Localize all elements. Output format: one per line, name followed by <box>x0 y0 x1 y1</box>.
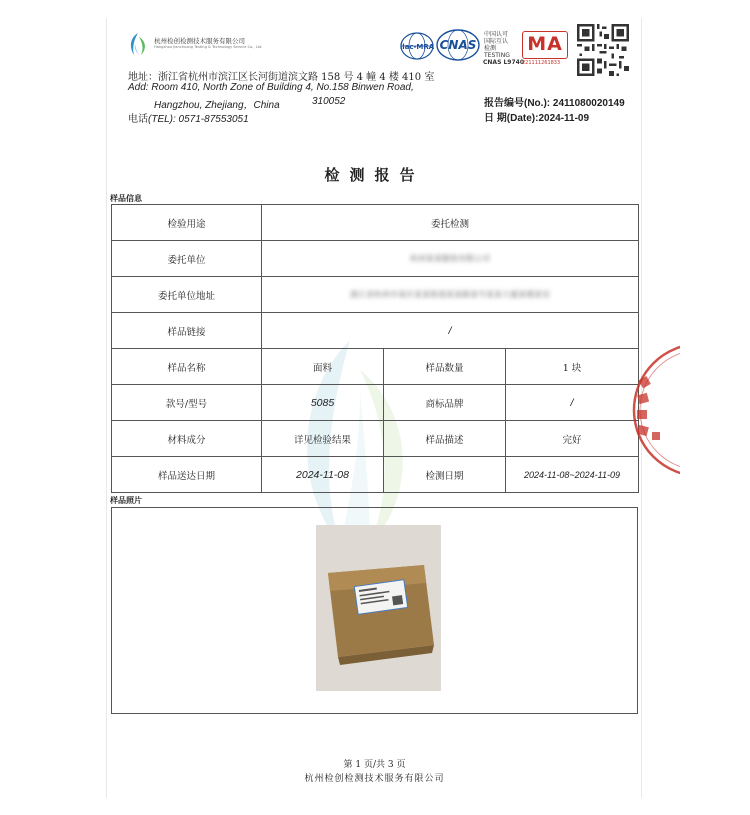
report-page <box>108 18 641 798</box>
tel-label: 电话 <box>128 114 148 125</box>
cnas-label: CNAS <box>439 38 477 52</box>
telephone <box>128 110 249 125</box>
cma-code: 221111261833 <box>522 60 561 66</box>
client-value-cell <box>262 241 639 277</box>
page-number: 第 1 页/共 3 页 <box>343 760 406 770</box>
table-row <box>112 241 639 277</box>
section-sample-info: 样品信息 <box>110 193 142 203</box>
link-label: 样品链接 <box>112 313 262 349</box>
client-label: 委托单位 <box>112 241 262 277</box>
table-row <box>112 205 639 241</box>
model-value: 5085 <box>262 385 384 421</box>
purpose-label: 检验用途 <box>112 205 262 241</box>
cnas-cn-text <box>484 31 510 59</box>
sample-info-table <box>111 204 639 493</box>
cnas-line-3: 检测 <box>484 45 497 52</box>
address-cn: 地址：浙江省杭州市滨江区长河街道滨文路 158 号 4 幢 4 楼 410 室 <box>128 72 435 83</box>
brand-value: / <box>506 385 639 421</box>
sample-name-label: 样品名称 <box>112 349 262 385</box>
address-en-line1: Add: Room 410, North Zone of Building 4, No.158 Binwen Road, <box>128 82 414 93</box>
material-value: 详见检验结果 <box>262 421 384 457</box>
report-title: 检测报告 <box>324 166 425 184</box>
address-en-line2 <box>154 96 346 111</box>
report-number: 报告编号(No.): 2411080020149 <box>484 98 625 109</box>
received-date-label: 样品送达日期 <box>112 457 262 493</box>
table-row <box>112 349 639 385</box>
cnas-logo-icon <box>436 28 480 62</box>
sample-photo-box <box>111 507 638 714</box>
company-leaf-logo-icon <box>126 32 150 56</box>
ilac-mra-logo-icon <box>400 31 434 61</box>
table-row <box>112 421 639 457</box>
test-date-value: 2024-11-08~2024-11-09 <box>506 457 639 493</box>
cnas-line-2: 国际互认 <box>484 38 509 45</box>
brand-label: 商标品牌 <box>384 385 506 421</box>
table-row <box>112 313 639 349</box>
cnas-line-1: 中国认可 <box>484 31 509 38</box>
table-row <box>112 277 639 313</box>
ilac-label: ilac-MRA <box>400 43 434 51</box>
page-edge-left <box>106 18 107 798</box>
cma-logo: MA <box>522 31 568 59</box>
client-value: 杭州某某服装有限公司 <box>410 254 490 263</box>
report-date: 日 期(Date):2024-11-09 <box>484 113 590 124</box>
company-name-en-small: Hangzhou Jianchuang Testing & Technology Service Co., Ltd. <box>154 45 263 49</box>
received-date-value: 2024-11-08 <box>262 457 384 493</box>
description-value: 完好 <box>506 421 639 457</box>
cnas-code: CNAS L9740 <box>483 59 525 66</box>
sample-name-value: 面料 <box>262 349 384 385</box>
cnas-line-4: TESTING <box>484 52 510 59</box>
purpose-value: 委托检测 <box>262 205 639 241</box>
footer-company: 杭州检创检测技术服务有限公司 <box>304 774 445 784</box>
sample-qty-label: 样品数量 <box>384 349 506 385</box>
link-value: / <box>262 313 639 349</box>
material-label: 材料成分 <box>112 421 262 457</box>
address-zip: 310052 <box>312 96 346 107</box>
sample-fabric-photo <box>316 525 441 691</box>
table-row <box>112 457 639 493</box>
company-name-small: 杭州检创检测技术服务有限公司 <box>154 37 245 45</box>
client-address-value: 浙江省杭州市某区某某街道某某路某号某某大厦某楼某室 <box>350 290 550 299</box>
qr-code-icon <box>577 24 629 76</box>
test-date-label: 检测日期 <box>384 457 506 493</box>
sample-qty-value: 1 块 <box>506 349 639 385</box>
tel-number: (TEL): 0571-87553051 <box>148 114 249 125</box>
client-address-label: 委托单位地址 <box>112 277 262 313</box>
official-seal-stamp-icon <box>620 340 680 480</box>
section-sample-photo: 样品照片 <box>110 495 142 505</box>
client-address-cell <box>262 277 639 313</box>
address-city: Hangzhou, Zhejiang，China <box>154 100 280 111</box>
model-label: 款号/型号 <box>112 385 262 421</box>
description-label: 样品描述 <box>384 421 506 457</box>
table-row <box>112 385 639 421</box>
